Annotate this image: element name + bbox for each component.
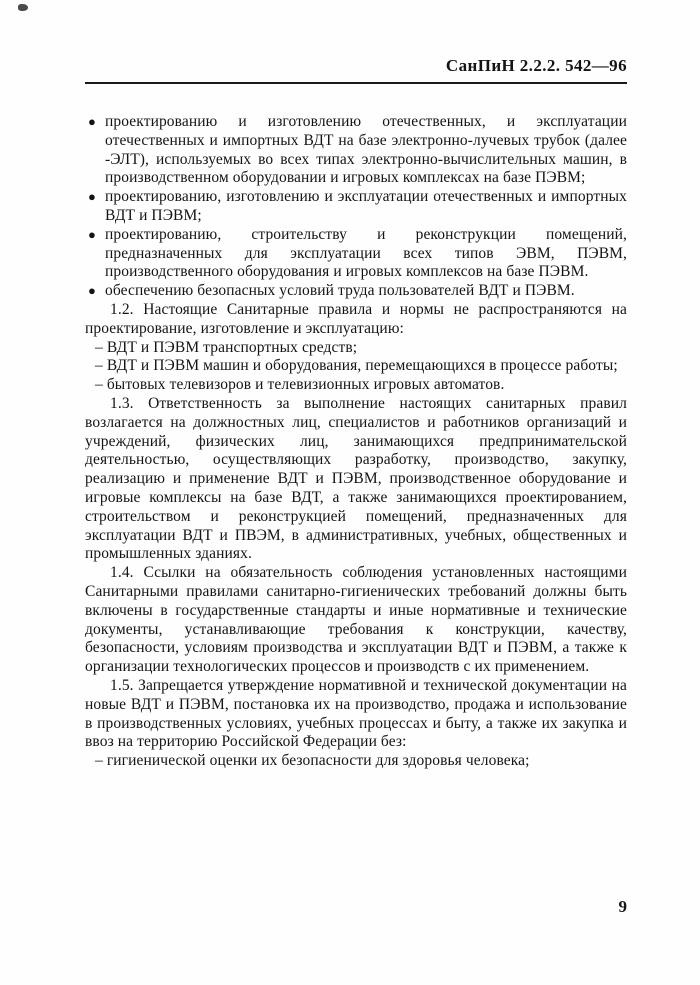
dash-list-item: – гигиенической оценки их безопасности для здоровья человека; xyxy=(95,752,530,770)
dash-list-item: – бытовых телевизоров и телевизионных игровых автоматов. xyxy=(95,376,505,394)
dash-list-item: – ВДТ и ПЭВМ транспортных средств; xyxy=(95,338,358,356)
document-number: СанПиН 2.2.2. 542—96 xyxy=(445,56,627,75)
document-body xyxy=(85,113,627,771)
page-header xyxy=(85,56,627,84)
paragraph-1-3: 1.3. Ответственность за выполнение настоящих санитарных правил возлагается на должностных лиц, специалистов и работников организаций и учреждений, физических лиц, занимающихся предпринимательской деятельностью, осуществляющих разработку, производство, закупку, реализацию и применение ВДТ и ПЭВМ, производственное оборудование и игровые комплексы на базе ВДТ, а также занимающихся проектированием, строительством и реконструкцией помещений, предназначенных для эксплуатации ВДТ и ПВЭМ, в административных, учебных, общественных и промышленных зданиях. xyxy=(85,394,627,563)
bullet-item-text: проектированию и изготовлению отечественных, и эксплуатации отечественных и импортных ВДТ на базе электронно-лучевых трубок (далее -ЭЛТ), используемых во всех типах электронно-вычислительных машин, в производственном оборудовании и игровых комплексах на базе ПЭВМ; xyxy=(105,113,627,187)
bullet-icon: ● xyxy=(88,189,96,205)
header-rule xyxy=(85,82,627,84)
dash-list-item: – ВДТ и ПЭВМ машин и оборудования, перемещающихся в процессе работы; xyxy=(95,357,618,375)
page-number: 9 xyxy=(618,897,627,916)
bullet-list-item xyxy=(85,113,627,188)
bullet-icon: ● xyxy=(88,226,96,242)
scan-artifact xyxy=(18,4,28,11)
bullet-list-item xyxy=(85,226,627,282)
bullet-list-item xyxy=(85,282,627,301)
paragraph-1-5: 1.5. Запрещается утверждение нормативной и технической документации на новые ВДТ и ПЭВМ, постановка их на производство, продажа и использование в производственных условиях, учебных процессах и быту, а также их закупка и ввоз на территорию Российской Федерации без: xyxy=(85,676,627,751)
bullet-list-item xyxy=(85,188,627,226)
bullet-item-text: проектированию, строительству и реконструкции помещений, предназначенных для эксплуатации всех типов ЭВМ, ПЭВМ, производственного оборудования и игровых комплексов на базе ПЭВМ. xyxy=(105,225,627,281)
bullet-item-text: обеспечению безопасных условий труда пользователей ВДТ и ПЭВМ. xyxy=(105,282,575,300)
bullet-icon: ● xyxy=(88,283,96,299)
bullet-item-text: проектированию, изготовлению и эксплуатации отечественных и импортных ВДТ и ПЭВМ; xyxy=(105,188,627,224)
paragraph-1-2: 1.2. Настоящие Санитарные правила и нормы не распространяются на проектирование, изготовление и эксплуатацию: xyxy=(85,300,627,337)
paragraph-1-4: 1.4. Ссылки на обязательность соблюдения установленных настоящими Санитарными правилами санитарно-гигиенических требований должны быть включены в государственные стандарты и иные нормативные и технические документы, устанавливающие требования к конструкции, качеству, безопасности, условиям производства и эксплуатации ВДТ и ПЭВМ, а также к организации технологических процессов и производств с их применением. xyxy=(85,564,627,676)
bullet-icon: ● xyxy=(88,114,96,129)
